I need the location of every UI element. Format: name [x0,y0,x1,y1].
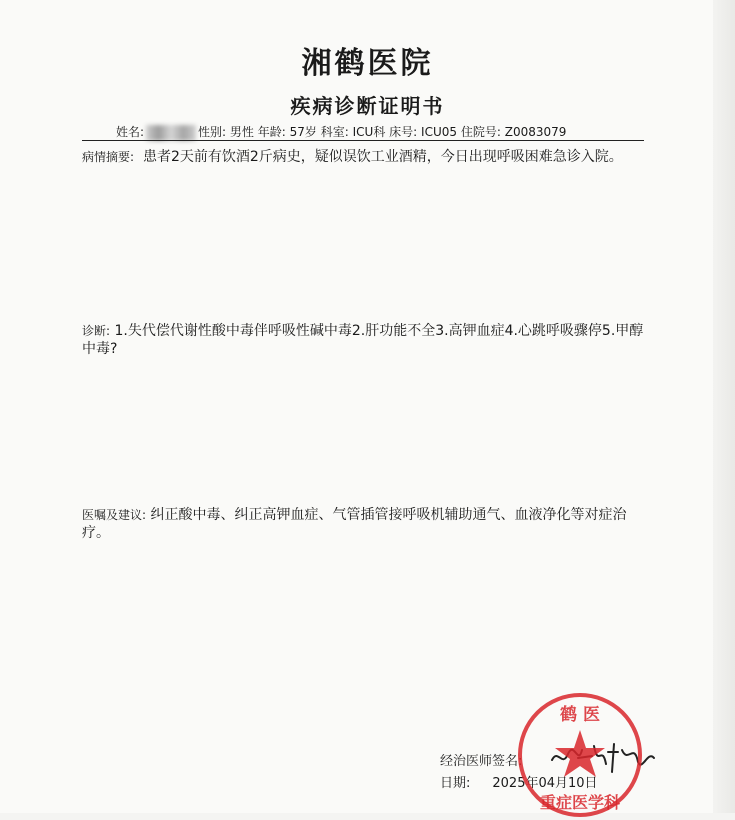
doctor-signature-label: 经治医师签名: [440,754,523,769]
age-label: 年龄: [257,125,286,139]
advice-section [82,506,652,542]
diagnosis-text: 1.失代偿代谢性酸中毒伴呼吸性碱中毒2.肝功能不全3.高钾血症4.心跳呼吸骤停5.甲醇中毒? [82,323,644,357]
summary-label: 病情摘要: [82,150,135,164]
diagnosis-section [82,322,652,358]
advice-text: 纠正酸中毒、纠正高钾血症、气管插管接呼吸机辅助通气、血液净化等对症治疗。 [82,507,627,541]
sex-value: 男性 [229,125,254,139]
bed-label: 床号: [389,125,418,139]
seal-top-text: 鹤 医 [560,705,600,725]
header-rule [82,140,644,141]
advice-label: 医嘱及建议: [82,508,147,522]
summary-text: 患者2天前有饮酒2斤病史，疑似误饮工业酒精，今日出现呼吸困难急诊入院。 [142,149,623,165]
dept-value: ICU科 [352,125,386,139]
name-label: 姓名: [116,125,145,139]
document-title: 疾病诊断证明书 [290,94,445,118]
seal-bottom-text: 重症医学科 [539,793,621,812]
hospital-seal [515,690,645,820]
date-value: 2025年04月10日 [492,776,598,791]
page-shadow-edge [713,0,735,813]
diagnosis-label: 诊断: [82,324,111,338]
patient-info-line [116,123,566,141]
dept-label: 科室: [320,125,349,139]
age-value: 57岁 [289,125,317,139]
sex-label: 性别: [198,125,227,139]
admission-value: Z0083079 [504,125,567,139]
hospital-name: 湘鹤医院 [301,46,434,81]
summary-section [82,148,652,166]
bed-value: ICU05 [421,125,458,139]
admission-label: 住院号: [460,125,501,139]
date-label: 日期: [440,776,471,791]
redacted-name [146,125,196,141]
